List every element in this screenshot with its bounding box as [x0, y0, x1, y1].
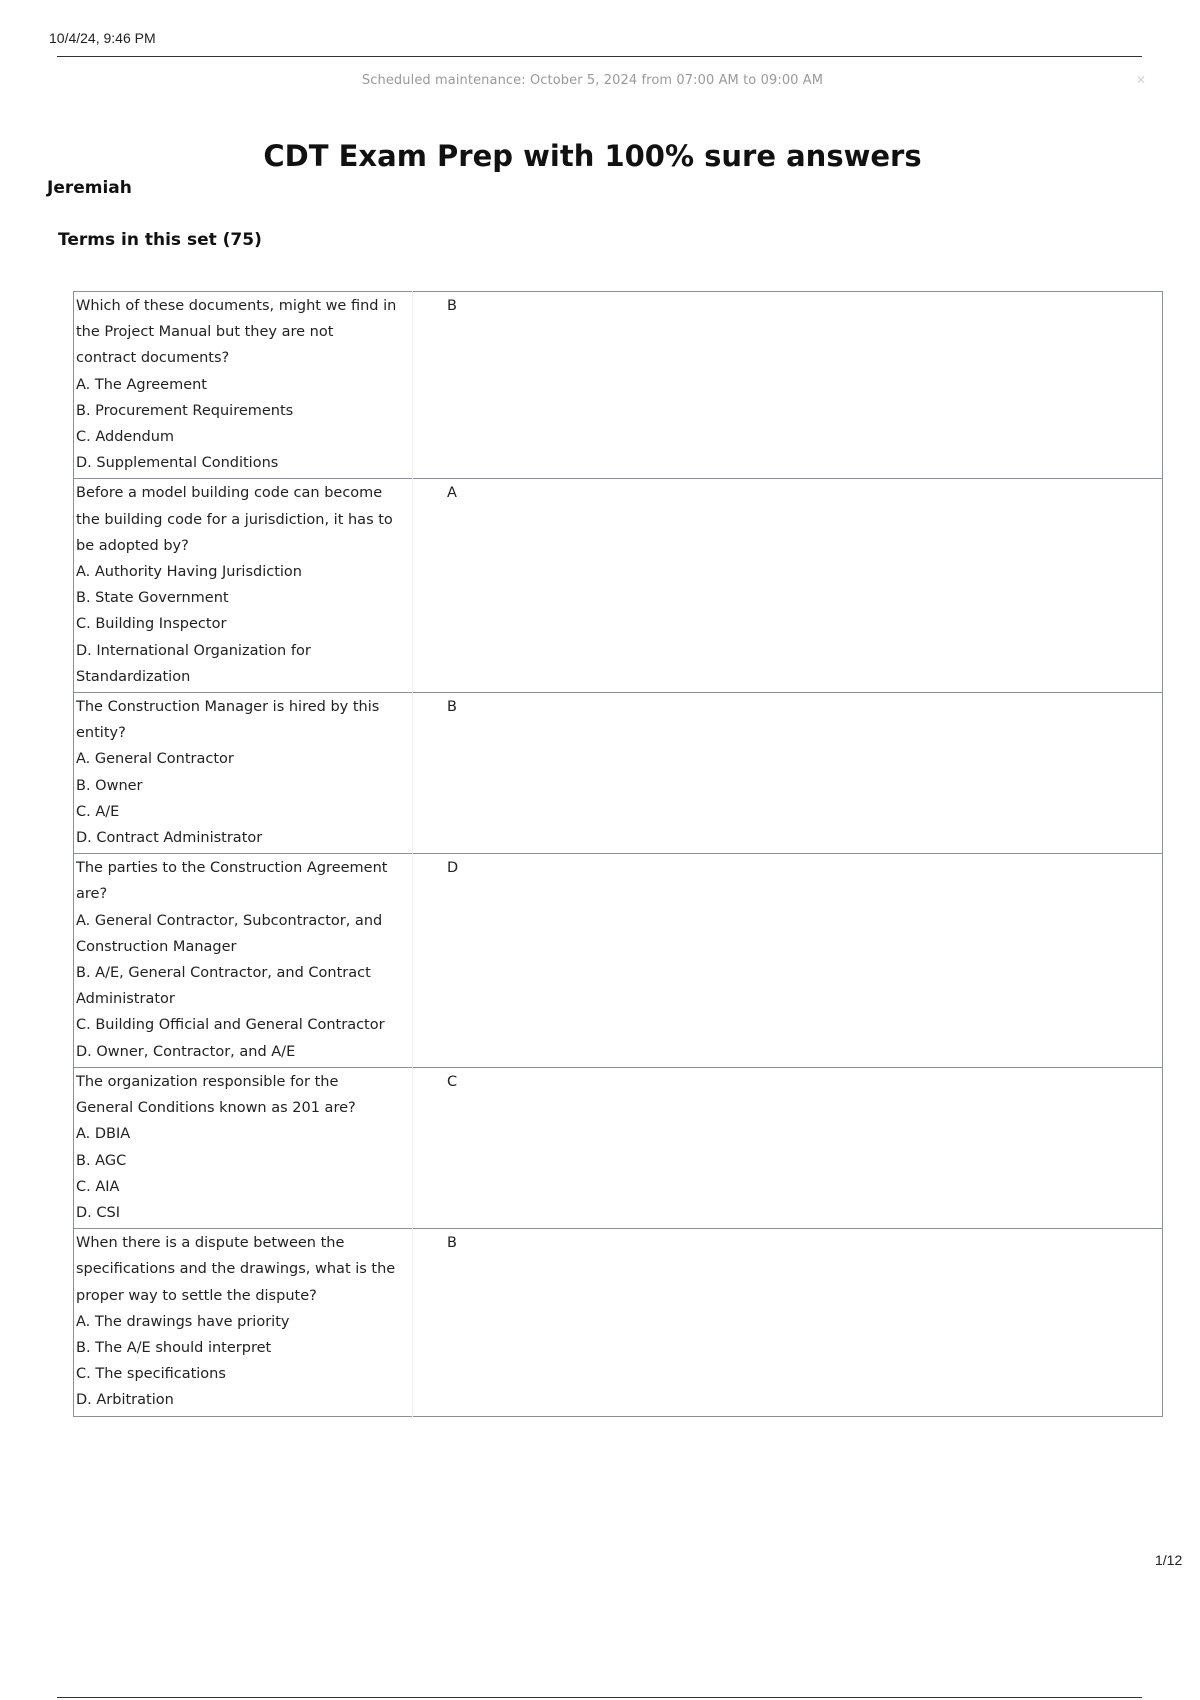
- term-question-line: be adopted by?: [76, 537, 189, 554]
- term-question-line: D. Arbitration: [76, 1392, 174, 1409]
- term-question-line: specifications and the drawings, what is the: [76, 1261, 396, 1278]
- maintenance-banner: Scheduled maintenance: October 5, 2024 from 07:00 AM to 09:00 AM: [361, 73, 824, 88]
- term-question-line: C. AIA: [76, 1178, 120, 1195]
- term-answer: D: [447, 860, 459, 877]
- term-question-cell: [74, 479, 413, 693]
- set-title: CDT Exam Prep with 100% sure answers: [263, 139, 922, 173]
- term-question-line: D. Owner, Contractor, and A/E: [76, 1043, 296, 1060]
- term-question-cell: [74, 854, 413, 1068]
- term-question: [76, 693, 412, 853]
- terms-table: [73, 291, 1163, 1417]
- term-question-line: A. General Contractor: [76, 751, 234, 768]
- term-question: [76, 292, 412, 478]
- term-question-line: C. Building Inspector: [76, 616, 227, 633]
- term-question-line: When there is a dispute between the: [76, 1235, 345, 1252]
- term-answer-cell: [413, 479, 1163, 693]
- term-question-line: contract documents?: [76, 350, 230, 367]
- term-question-line: The Construction Manager is hired by this: [76, 699, 380, 716]
- term-question-line: Construction Manager: [76, 938, 237, 955]
- term-question-line: Standardization: [76, 668, 191, 685]
- term-question-line: A. General Contractor, Subcontractor, and: [76, 912, 383, 929]
- term-question-line: Before a model building code can become: [76, 485, 383, 502]
- term-question-cell: [74, 1229, 413, 1416]
- term-question-line: B. AGC: [76, 1152, 127, 1169]
- terms-heading: Terms in this set (75): [58, 230, 262, 250]
- term-question-line: A. The drawings have priority: [76, 1313, 290, 1330]
- term-question-line: General Conditions known as 201 are?: [76, 1100, 356, 1117]
- term-question-cell: [74, 693, 413, 854]
- term-question-line: The parties to the Construction Agreement: [76, 860, 388, 877]
- term-question-line: the building code for a jurisdiction, it has to: [76, 511, 393, 528]
- term-row: [74, 693, 1163, 854]
- term-answer-cell: [413, 693, 1163, 854]
- term-question-line: D. Contract Administrator: [76, 830, 263, 847]
- term-question-line: the Project Manual but they are not: [76, 324, 334, 341]
- term-answer: C: [447, 1073, 458, 1090]
- term-question-line: B. The A/E should interpret: [76, 1339, 272, 1356]
- term-question-line: D. Supplemental Conditions: [76, 455, 279, 472]
- page-number: 1/12: [1155, 1552, 1183, 1568]
- term-question-line: are?: [76, 886, 108, 903]
- term-row: [74, 1229, 1163, 1416]
- term-question-line: Which of these documents, might we find in: [76, 298, 397, 314]
- term-row: [74, 479, 1163, 693]
- term-row: [74, 854, 1163, 1068]
- term-question-line: C. Building Official and General Contractor: [76, 1017, 385, 1034]
- term-answer: B: [447, 1235, 457, 1252]
- term-answer: B: [447, 699, 457, 716]
- term-question-line: entity?: [76, 725, 126, 742]
- term-answer-cell: [413, 854, 1163, 1068]
- term-question-line: B. State Government: [76, 590, 229, 607]
- term-question-line: C. A/E: [76, 803, 120, 820]
- author-name[interactable]: Jeremiah: [47, 178, 132, 198]
- top-divider: [57, 56, 1142, 57]
- term-question: [76, 479, 412, 692]
- term-answer-cell: [413, 292, 1163, 479]
- term-answer-cell: [413, 1229, 1163, 1416]
- close-icon[interactable]: ✕: [1136, 73, 1147, 87]
- bottom-divider: [57, 1697, 1142, 1698]
- term-question-line: proper way to settle the dispute?: [76, 1287, 317, 1304]
- term-question-line: B. Owner: [76, 777, 143, 794]
- term-question-line: B. A/E, General Contractor, and Contract: [76, 965, 371, 982]
- term-question: [76, 1229, 412, 1415]
- print-date: 10/4/24, 9:46 PM: [49, 30, 156, 46]
- term-answer: A: [447, 485, 457, 502]
- term-question: [76, 854, 412, 1067]
- term-question-cell: [74, 1067, 413, 1228]
- term-question-line: The organization responsible for the: [76, 1073, 339, 1090]
- term-question-cell: [74, 292, 413, 479]
- term-answer-cell: [413, 1067, 1163, 1228]
- term-question-line: C. Addendum: [76, 429, 175, 446]
- term-question-line: A. DBIA: [76, 1126, 131, 1143]
- term-answer: B: [447, 298, 457, 314]
- term-question-line: D. CSI: [76, 1204, 120, 1221]
- term-question-line: B. Procurement Requirements: [76, 402, 294, 419]
- term-question-line: A. The Agreement: [76, 376, 207, 393]
- term-question-line: A. Authority Having Jurisdiction: [76, 564, 302, 581]
- term-question-line: C. The specifications: [76, 1366, 226, 1383]
- term-question-line: Administrator: [76, 991, 175, 1008]
- terms-body: [74, 292, 1163, 1417]
- term-question: [76, 1068, 412, 1228]
- term-row: [74, 292, 1163, 479]
- term-question-line: D. International Organization for: [76, 642, 311, 659]
- term-row: [74, 1067, 1163, 1228]
